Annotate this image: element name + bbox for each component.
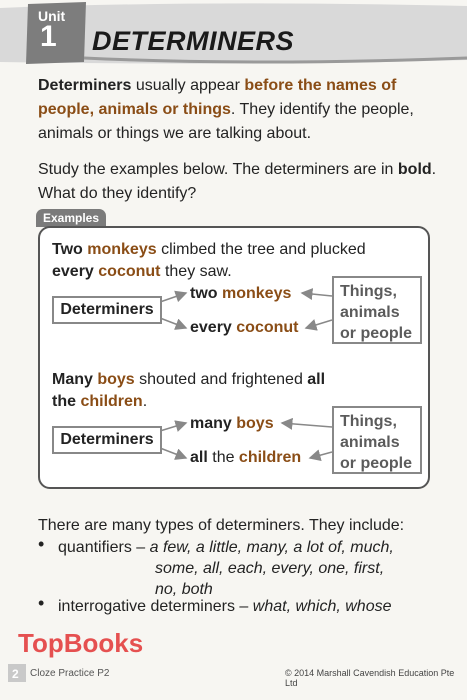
bullet-icon: •	[38, 534, 45, 554]
example-1-phrase-1: two monkeys	[190, 285, 292, 302]
quantifiers-line-2: some, all, each, every, one, first,	[155, 560, 385, 577]
intro-paragraph: Determiners usually appear before the names of people, animals or things. They identify the people, animals or things we are talking about.	[38, 77, 414, 142]
interrogative-item: interrogative determiners – what, which, whose	[58, 598, 392, 615]
example-2-phrase-1: many boys	[190, 415, 274, 432]
page-number: 2	[12, 667, 19, 681]
example-1-phrase-2: every coconut	[190, 319, 299, 336]
topbooks-watermark: TopBooks	[18, 628, 144, 658]
book-title: Cloze Practice P2	[30, 668, 110, 679]
example-1-things-box: Things, animals or people	[332, 276, 422, 344]
example-1-determiners-box: Determiners	[52, 296, 162, 324]
example-2-phrase-2: all the children	[190, 449, 302, 466]
types-intro: There are many types of determiners. They include:	[38, 517, 405, 534]
quantifiers-line-3: no, both	[155, 581, 213, 598]
example-1-line-1: Two monkeys climbed the tree and plucked	[52, 241, 366, 258]
example-2-line-2: the children.	[52, 393, 148, 410]
study-paragraph: Study the examples below. The determiners are in bold. What do they identify?	[38, 161, 437, 202]
bullet-icon: •	[38, 593, 45, 613]
page-title: DETERMINERS	[92, 26, 295, 56]
unit-number: 1	[40, 20, 57, 53]
example-1-line-2: every coconut they saw.	[52, 263, 232, 280]
copyright: © 2014 Marshall Cavendish Education Pte Ltd	[285, 668, 455, 688]
unit-label: Unit	[38, 8, 66, 24]
quantifiers-item: quantifiers – a few, a little, many, a lot of, much,	[58, 539, 394, 556]
example-2-line-1: Many boys shouted and frightened all	[52, 371, 326, 388]
examples-tab: Examples	[36, 209, 106, 227]
example-2-determiners-box: Determiners	[52, 426, 162, 454]
example-2-things-box: Things, animals or people	[332, 406, 422, 474]
